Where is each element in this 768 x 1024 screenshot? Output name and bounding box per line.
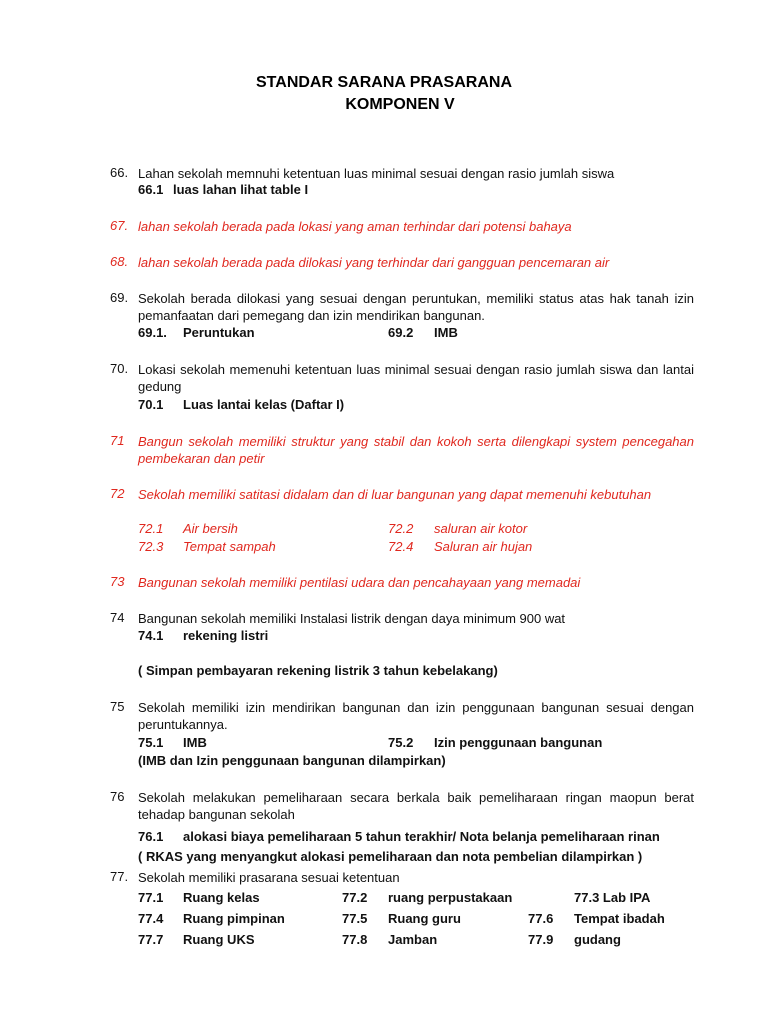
sub-number: 75.2: [388, 735, 414, 750]
item-text: Bangunan sekolah memiliki pentilasi udara dan pencahayaan yang memadai: [138, 575, 581, 590]
sub-label: luas lahan lihat table I: [173, 182, 309, 197]
sub-label: Tempat sampah: [183, 539, 276, 554]
item-number: 72: [110, 486, 125, 501]
item-text: Lahan sekolah memnuhi ketentuan luas minimal sesuai dengan rasio jumlah siswa: [138, 166, 615, 181]
sub-label: Ruang kelas: [183, 890, 260, 905]
sub-number: 72.2: [388, 521, 414, 536]
sub-number: 69.1.: [138, 325, 167, 340]
sub-label: Ruang pimpinan: [183, 911, 285, 926]
sub-label: IMB: [434, 325, 458, 340]
item-number: 69.: [110, 290, 129, 305]
item-number: 74: [110, 610, 125, 625]
sub-label: 77.3 Lab IPA: [574, 890, 651, 905]
sub-label: Saluran air hujan: [434, 539, 533, 554]
sub-label: Ruang UKS: [183, 932, 255, 947]
sub-number: 76.1: [138, 829, 164, 844]
sub-label: rekening listri: [183, 628, 269, 643]
sub-number: 70.1: [138, 397, 164, 412]
item-number: 76: [110, 789, 125, 804]
sub-label: Ruang guru: [388, 911, 461, 926]
item-number: 73: [110, 574, 125, 589]
sub-number: 77.6: [528, 911, 554, 926]
item-text: lahan sekolah berada pada lokasi yang aman terhindar dari potensi bahaya: [138, 219, 572, 234]
item-text: Sekolah melakukan pemeliharaan secara berkala baik pemeliharaan ringan maopun berat tehadap bangunan sekolah: [138, 790, 694, 822]
sub-label: Peruntukan: [183, 325, 255, 340]
sub-number: 77.1: [138, 890, 164, 905]
item-text: lahan sekolah berada pada dilokasi yang terhindar dari gangguan pencemaran air: [138, 255, 610, 270]
sub-number: 77.9: [528, 932, 554, 947]
item-number: 70.: [110, 361, 129, 376]
sub-label: Jamban: [388, 932, 438, 947]
sub-label: Luas lantai kelas (Daftar I): [183, 397, 345, 412]
sub-label: Tempat ibadah: [574, 911, 665, 926]
item-text: Sekolah memiliki izin mendirikan bangunan dan izin penggunaan bangunan sesuai dengan peruntukannya.: [138, 700, 694, 732]
item-text: Bangunan sekolah memiliki Instalasi listrik dengan daya minimum 900 wat: [138, 611, 566, 626]
item-note: ( Simpan pembayaran rekening listrik 3 tahun kebelakang): [138, 663, 498, 678]
sub-number: 72.1: [138, 521, 164, 536]
sub-number: 74.1: [138, 628, 164, 643]
item-number: 68.: [110, 254, 129, 269]
sub-label: saluran air kotor: [434, 521, 528, 536]
sub-number: 77.8: [342, 932, 368, 947]
item-text: Sekolah memiliki satitasi didalam dan di luar bangunan yang dapat memenuhi kebutuhan: [138, 487, 652, 502]
sub-label: Izin penggunaan bangunan: [434, 735, 603, 750]
sub-label: gudang: [574, 932, 621, 947]
sub-label: alokasi biaya pemeliharaan 5 tahun terakhir/ Nota belanja pemeliharaan rinan: [183, 829, 660, 844]
item-number: 75: [110, 699, 125, 714]
item-text: Sekolah berada dilokasi yang sesuai dengan peruntukan, memiliki status atas hak tanah izin pemanfaatan dari pemegang dan izin mendirikan bangunan.: [138, 291, 694, 323]
sub-number: 72.3: [138, 539, 164, 554]
sub-number: 75.1: [138, 735, 164, 750]
document-subtitle: KOMPONEN V: [345, 96, 455, 113]
sub-number: 77.2: [342, 890, 368, 905]
item-note: ( RKAS yang menyangkut alokasi pemeliharaan dan nota pembelian dilampirkan ): [138, 849, 643, 864]
sub-label: IMB: [183, 735, 207, 750]
sub-number: 72.4: [388, 539, 414, 554]
item-number: 71: [110, 433, 125, 448]
sub-number: 77.5: [342, 911, 368, 926]
document-title: STANDAR SARANA PRASARANA: [256, 74, 512, 91]
sub-label: ruang perpustakaan: [388, 890, 513, 905]
item-text: Bangun sekolah memiliki struktur yang stabil dan kokoh serta dilengkapi system pencegahan pembekaran dan petir: [138, 434, 694, 466]
sub-number: 77.4: [138, 911, 164, 926]
item-number: 67.: [110, 218, 129, 233]
sub-number: 69.2: [388, 325, 414, 340]
item-note: (IMB dan Izin penggunaan bangunan dilampirkan): [138, 753, 446, 768]
sub-number: 66.1: [138, 182, 164, 197]
item-number: 77.: [110, 869, 129, 884]
sub-number: 77.7: [138, 932, 164, 947]
item-text: Lokasi sekolah memenuhi ketentuan luas minimal sesuai dengan rasio jumlah siswa dan lantai gedung: [138, 362, 694, 394]
item-number: 66.: [110, 165, 129, 180]
item-text: Sekolah memiliki prasarana sesuai ketentuan: [138, 870, 400, 885]
sub-label: Air bersih: [183, 521, 238, 536]
